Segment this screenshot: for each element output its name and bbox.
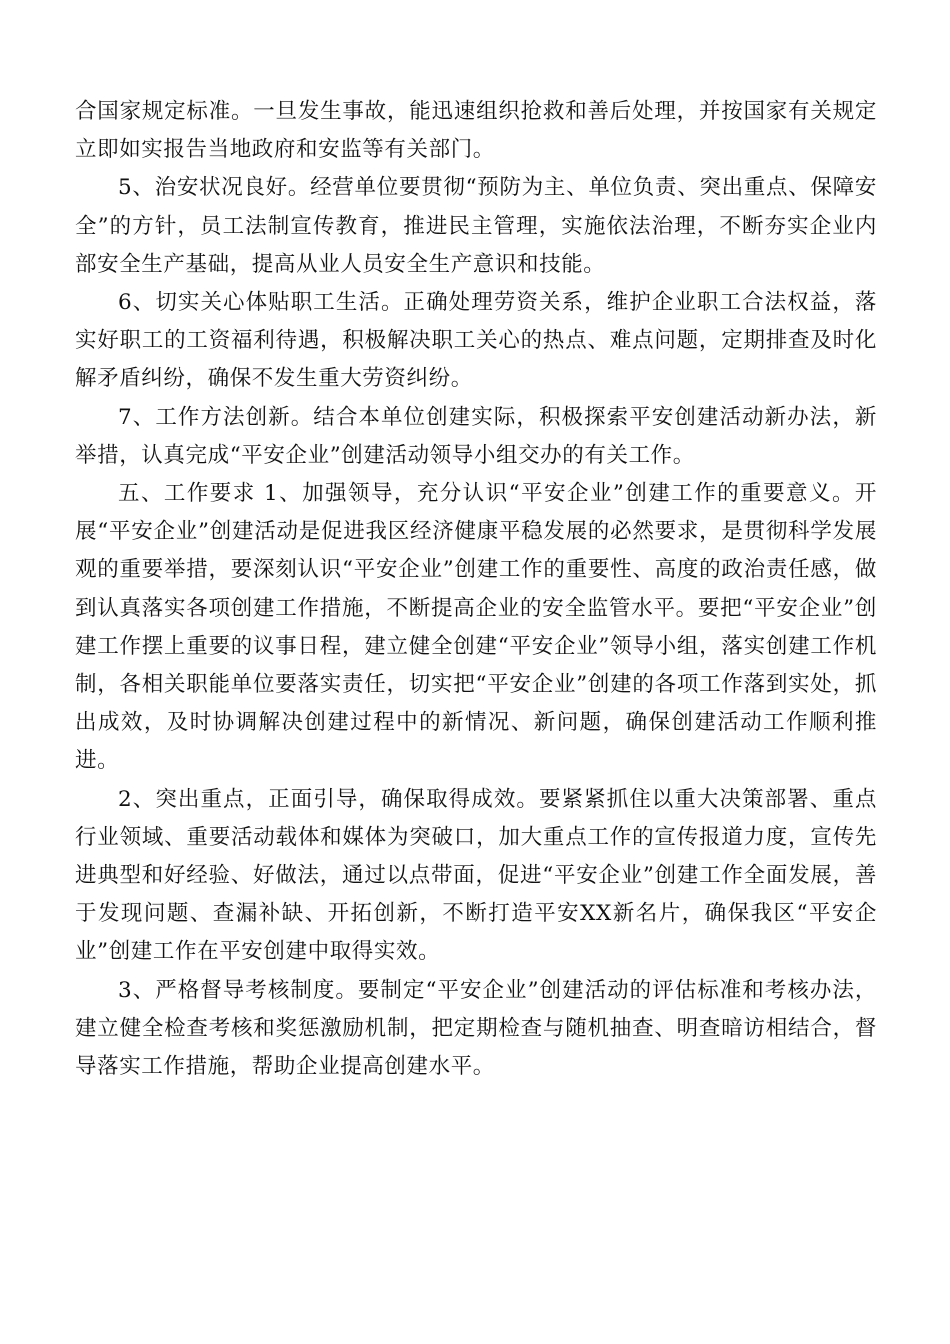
document-body: [75, 93, 877, 1086]
paragraph-item-7: 7、工作方法创新。结合本单位创建实际，积极探索平安创建活动新办法，新举措，认真完成“平安企业”创建活动领导小组交办的有关工作。: [75, 404, 877, 468]
paragraph-requirement-2: 2、突出重点，正面引导，确保取得成效。要紧紧抓住以重大决策部署、重点行业领域、重要活动载体和媒体为突破口，加大重点工作的宣传报道力度，宣传先进典型和好经验、好做法，通过以点带面，促进“平安企业”创建工作全面发展，善于发现问题、查漏补缺、开拓创新，不断打造平安XX新名片，确保我区“平安企业”创建工作在平安创建中取得实效。: [75, 786, 877, 965]
paragraph-continuation: 合国家规定标准。一旦发生事故，能迅速组织抢救和善后处理，并按国家有关规定立即如实报告当地政府和安监等有关部门。: [75, 99, 877, 163]
paragraph-item-6: 6、切实关心体贴职工生活。正确处理劳资关系，维护企业职工合法权益，落实好职工的工资福利待遇，积极解决职工关心的热点、难点问题，定期排查及时化解矛盾纠纷，确保不发生重大劳资纠纷。: [75, 290, 877, 392]
paragraph-section-5: 五、工作要求 1、加强领导，充分认识“平安企业”创建工作的重要意义。开展“平安企业”创建活动是促进我区经济健康平稳发展的必然要求，是贯彻科学发展观的重要举措，要深刻认识“平安企业”创建工作的重要性、高度的政治责任感，做到认真落实各项创建工作措施，不断提高企业的安全监管水平。要把“平安企业”创建工作摆上重要的议事日程，建立健全创建“平安企业”领导小组，落实创建工作机制，各相关职能单位要落实责任，切实把“平安企业”创建的各项工作落到实处，抓出成效，及时协调解决创建过程中的新情况、新问题，确保创建活动工作顺利推进。: [75, 481, 877, 774]
paragraph-requirement-3: 3、严格督导考核制度。要制定“平安企业”创建活动的评估标准和考核办法，建立健全检查考核和奖惩激励机制，把定期检查与随机抽查、明查暗访相结合，督导落实工作措施，帮助企业提高创建水平。: [75, 977, 877, 1080]
paragraph-item-5: 5、治安状况良好。经营单位要贯彻“预防为主、单位负责、突出重点、保障安全”的方针，员工法制宣传教育，推进民主管理，实施依法治理，不断夯实企业内部安全生产基础，提高从业人员安全生产意识和技能。: [75, 175, 877, 277]
